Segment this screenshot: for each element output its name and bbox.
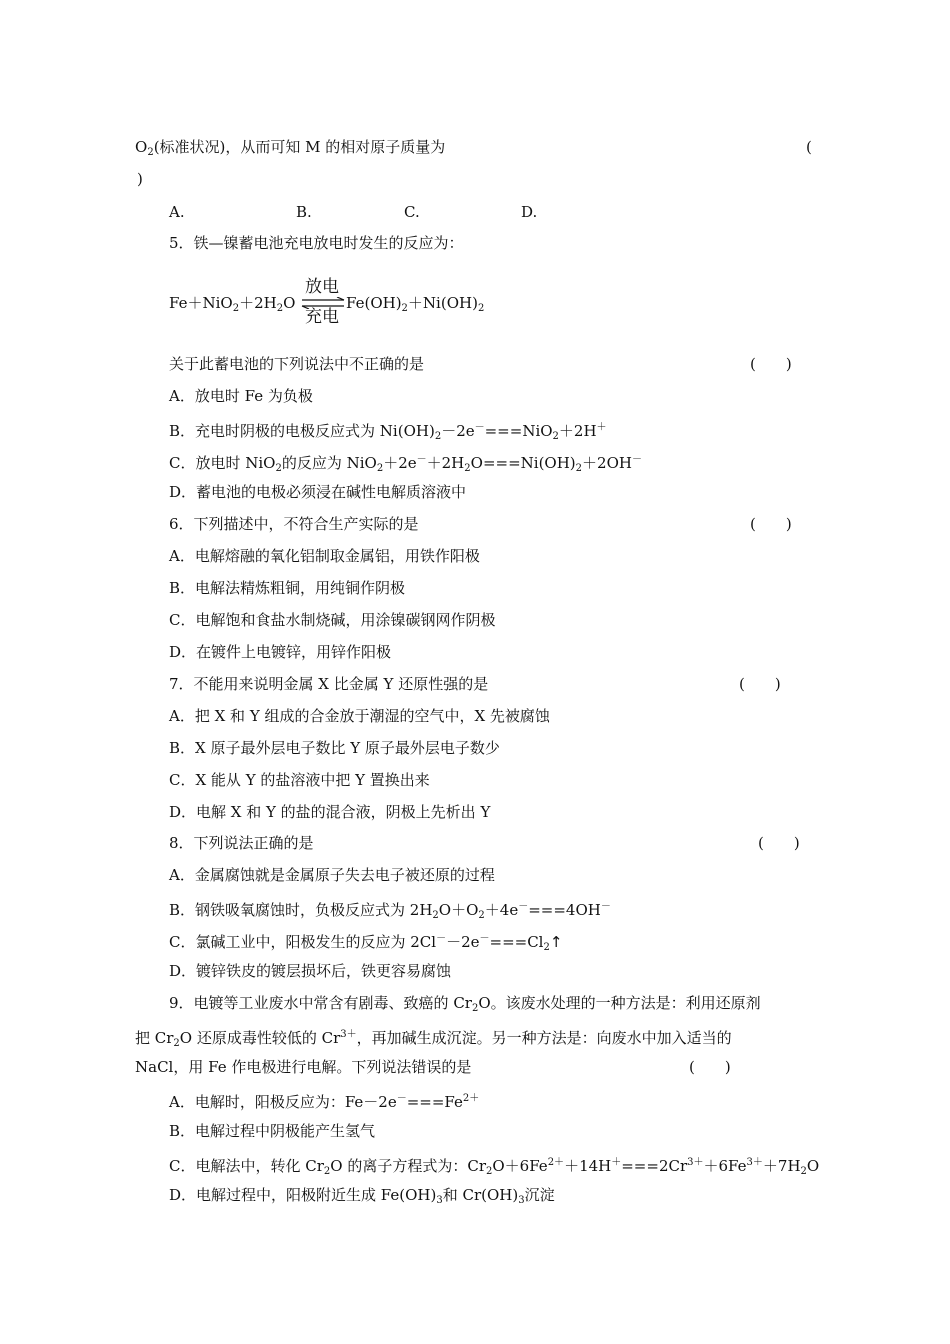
q4-paren-open: ( [806,138,812,156]
q8-sup: － [436,933,447,944]
q8-sup: － [479,933,490,944]
q4-option-c: C. [404,203,420,221]
q9-sup: 2＋ [547,1157,565,1168]
q5-equation-lhs [169,293,295,319]
q8-opt-c-2: －2e [446,933,480,951]
q5-eq-lhs-1: Fe＋NiO [169,294,233,312]
q5-eq-sub: 2 [232,303,240,314]
q5-eq-sub: 2 [401,303,408,314]
q8-sub: 2 [478,910,485,921]
q4-paren-close: ) [137,170,143,188]
q9-sub: 3 [518,1195,525,1206]
q8-option-d: D．镀锌铁皮的镀层损坏后，铁更容易腐蚀 [169,962,452,980]
q4-option-b: B. [296,203,312,221]
q5-eq-charge-label: 充电 [305,307,339,327]
q4-line-text: (标准状况)，从而可知 M 的相对原子质量为 [153,138,446,156]
q9-opt-c-2: O 的离子方程式为：Cr [330,1157,486,1175]
q9-sub: 3 [436,1195,443,1206]
q5-sub: 2 [575,463,583,474]
q9-opt-a-2: ===Fe [406,1093,463,1111]
q9-option-a [169,1089,479,1112]
q9-sub: 2 [486,1166,493,1177]
q9-option-d [169,1185,555,1211]
q5-sup: － [474,422,485,433]
q4-o: O [135,138,148,156]
q9-sup: ＋ [611,1157,622,1168]
q5-sub: 2 [275,463,282,474]
q9-sup: 3＋ [340,1029,357,1040]
q9-opt-a-1: A．电解时，阳极反应为：Fe－2e [169,1093,397,1111]
q8-opt-c-3: ===Cl [489,933,544,951]
q9-opt-c-1: C．电解法中，转化 Cr [169,1157,324,1175]
q9-l2-a: 把 Cr [135,1029,174,1047]
q8-opt-b-4: ===4OH [528,901,601,919]
q5-stem: 5．铁—镍蓄电池充电放电时发生的反应为： [169,234,464,252]
q9-l1-b: O。该废水处理的一种方法是：利用还原剂 [478,994,761,1012]
q4-option-a: A. [169,203,185,221]
q5-sub: 2 [464,463,471,474]
q6-option-c: C．电解饱和食盐水制烧碱，用涂镍碳钢网作阴极 [169,611,496,629]
q5-opt-c-6: ＋2OH [582,454,632,472]
q5-sub: 2 [376,463,384,474]
q5-option-a: A．放电时 Fe 为负极 [169,387,313,405]
q5-option-b [169,418,607,447]
q9-answer-paren: ( ) [689,1058,731,1076]
q5-option-c [169,450,642,479]
q8-option-a: A．金属腐蚀就是金属原子失去电子被还原的过程 [169,866,495,884]
q9-option-b: B．电解过程中阴极能产生氢气 [169,1122,376,1140]
q9-l1-a: 9．电镀等工业废水中常含有剧毒、致癌的 Cr [169,994,472,1012]
q9-opt-c-5: ===2Cr [621,1157,688,1175]
q9-line-1 [169,993,761,1019]
q8-answer-paren: ( ) [758,834,800,852]
q9-sup: 3＋ [687,1157,704,1168]
q7-stem: 7．不能用来说明金属 X 比金属 Y 还原性强的是 [169,675,489,693]
q9-line-2 [135,1025,732,1054]
q8-opt-c-1: C．氯碱工业中，阳极发生的反应为 2Cl [169,933,437,951]
q5-sub: 2 [552,431,559,442]
q8-option-b [169,897,611,926]
q5-eq-discharge-label: 放电 [305,277,339,297]
q5-equation-rhs [346,293,484,319]
q9-sub: 2 [471,1003,479,1014]
q5-sup: － [631,454,642,465]
q5-eq-lhs-2: ＋2H [239,294,277,312]
q9-opt-c-4: ＋14H [564,1157,612,1175]
q9-sup: 3＋ [746,1157,763,1168]
q5-sub: 2 [434,431,442,442]
q9-l2-b: O 还原成毒性较低的 Cr [179,1029,341,1047]
q5-opt-b-4: ＋2H [558,422,597,440]
q6-option-b: B．电解法精炼粗铜，用纯铜作阴极 [169,579,406,597]
q9-opt-c-6: ＋6Fe [703,1157,747,1175]
q9-line-3: NaCl，用 Fe 作电极进行电解。下列说法错误的是 [135,1058,472,1076]
q4-option-d: D. [521,203,538,221]
q5-opt-b-1: B．充电时阴极的电极反应式为 Ni(OH) [169,422,435,440]
q9-l2-c: ，再加碱生成沉淀。另一种方法是：向废水中加入适当的 [356,1029,732,1047]
q9-sub: 2 [800,1166,807,1177]
q9-opt-c-8: O [806,1157,820,1175]
q5-eq-rhs-1: Fe(OH) [346,294,402,312]
q8-sup: － [600,901,611,912]
q5-eq-rhs-2: ＋Ni(OH) [407,294,478,312]
q5-opt-c-1: C．放电时 NiO [169,454,276,472]
q5-sup: － [416,454,427,465]
q4-o-sub: 2 [147,147,154,158]
q7-answer-paren: ( ) [739,675,781,693]
q8-opt-b-2: O＋O [438,901,479,919]
q9-opt-c-3: O＋6Fe [492,1157,548,1175]
q8-sup: － [518,901,529,912]
q9-opt-d-3: 沉淀 [524,1186,555,1204]
q7-option-a: A．把 X 和 Y 组成的合金放于潮湿的空气中，X 先被腐蚀 [169,707,550,725]
q9-option-c [169,1153,819,1182]
q8-sub: 2 [543,942,550,953]
q6-option-a: A．电解熔融的氧化铝制取金属铝，用铁作阳极 [169,547,480,565]
q5-eq-lhs-3: O [283,294,296,312]
up-arrow-icon: ↑ [549,933,563,951]
q8-option-c [169,929,562,958]
q9-sub: 2 [173,1038,180,1049]
q9-sup: － [396,1093,407,1104]
q5-opt-c-3: ＋2e [383,454,417,472]
q5-opt-c-5: O===Ni(OH) [470,454,576,472]
q8-sub: 2 [432,910,439,921]
q9-opt-d-1: D．电解过程中，阳极附近生成 Fe(OH) [169,1186,437,1204]
q5-opt-b-2: －2e [441,422,475,440]
q5-sup: ＋ [596,422,607,433]
q7-option-d: D．电解 X 和 Y 的盐的混合液，阴极上先析出 Y [169,803,491,821]
q9-opt-d-2: 和 Cr(OH) [442,1186,519,1204]
q9-sub: 2 [323,1166,331,1177]
q9-sup: 2＋ [462,1093,480,1104]
q7-option-b: B．X 原子最外层电子数比 Y 原子最外层电子数少 [169,739,500,757]
q5-opt-c-4: ＋2H [426,454,465,472]
q6-stem: 6．下列描述中，不符合生产实际的是 [169,515,419,533]
q5-opt-c-2: 的反应为 NiO [281,454,377,472]
q5-question: 关于此蓄电池的下列说法中不正确的是 [169,355,425,373]
q5-answer-paren: ( ) [750,355,792,373]
q4-line [135,137,445,163]
q5-eq-sub: 2 [276,303,284,314]
q7-option-c: C．X 能从 Y 的盐溶液中把 Y 置换出来 [169,771,430,789]
q9-opt-c-7: ＋7H [762,1157,801,1175]
q6-answer-paren: ( ) [750,515,792,533]
q5-opt-b-3: ===NiO [484,422,553,440]
q5-eq-sub: 2 [477,303,485,314]
q8-opt-b-3: ＋4e [484,901,519,919]
q6-option-d: D．在镀件上电镀锌，用锌作阳极 [169,643,392,661]
q8-stem: 8．下列说法正确的是 [169,834,314,852]
q5-option-d: D．蓄电池的电极必须浸在碱性电解质溶液中 [169,483,467,501]
q8-opt-b-1: B．钢铁吸氧腐蚀时，负极反应式为 2H [169,901,433,919]
